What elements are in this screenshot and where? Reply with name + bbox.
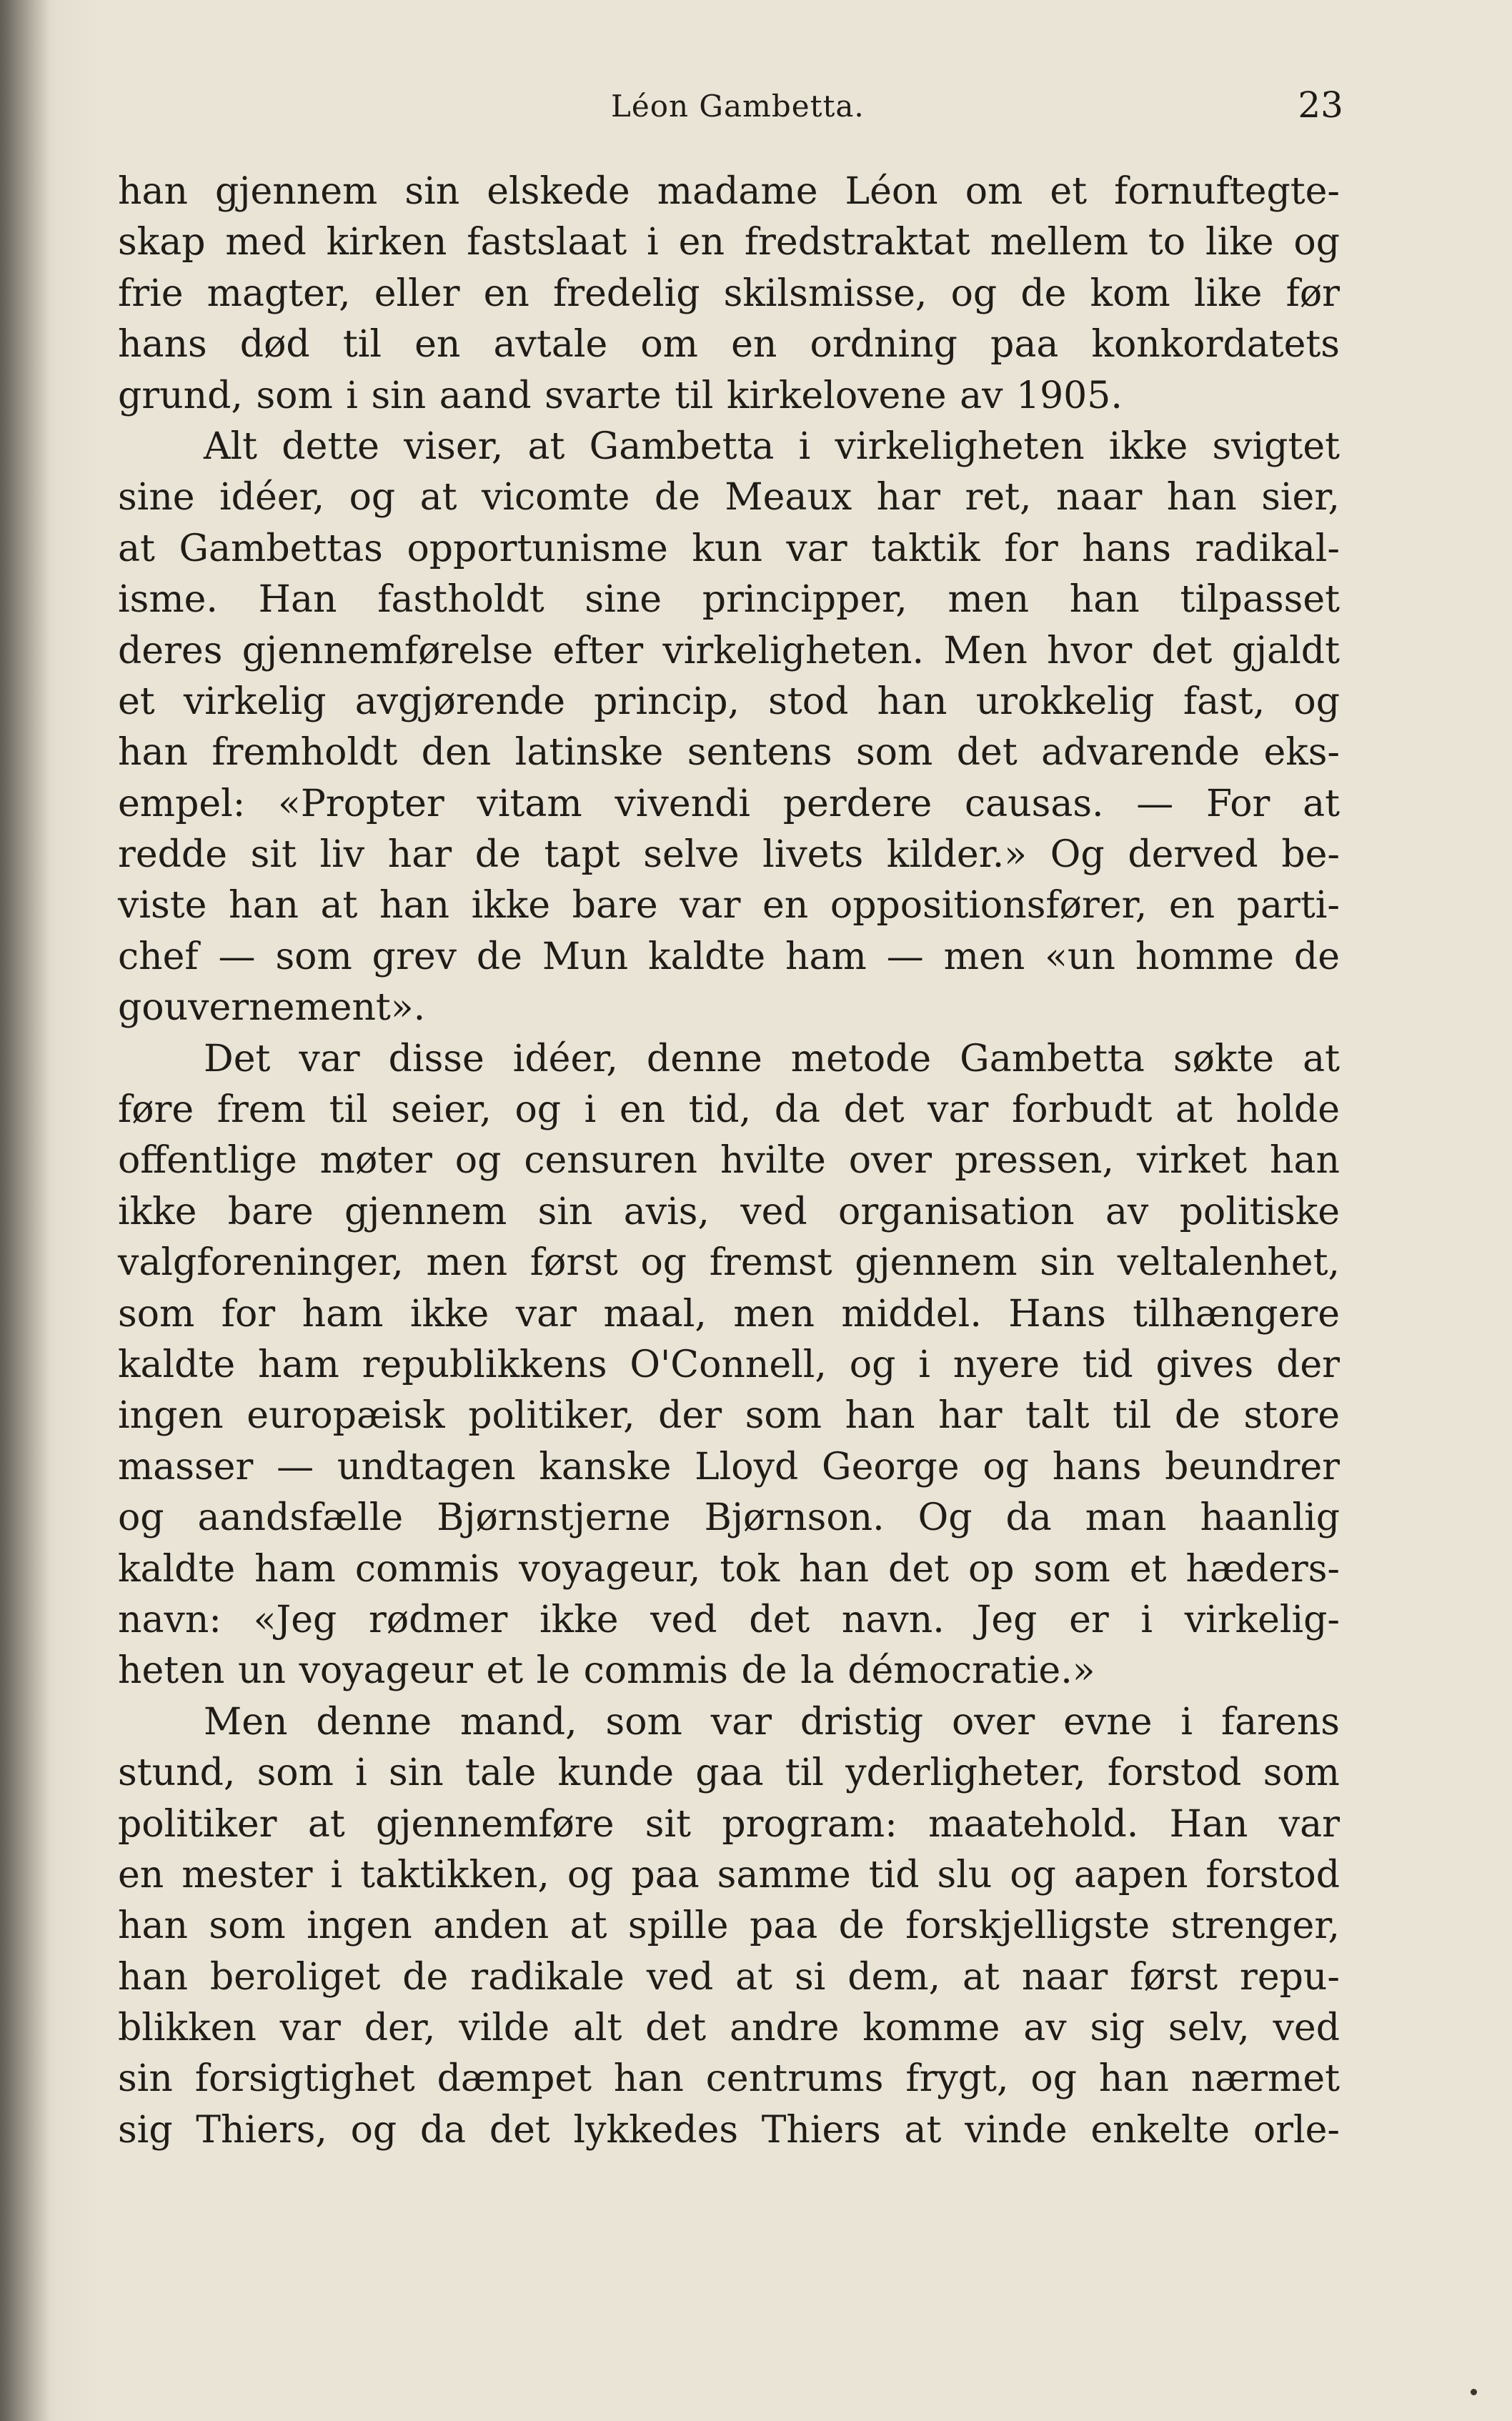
text-line: og aandsfælle Bjørnstjerne Bjørnson. Og da man haanlig (118, 1496, 1340, 1540)
body-text (118, 166, 1340, 2156)
binding-gutter (0, 0, 50, 2421)
text-line: Alt dette viser, at Gambetta i virkeligheten ikke svigtet (204, 424, 1340, 468)
text-line: en mester i taktikken, og paa samme tid slu og aapen forstod (118, 1853, 1340, 1896)
text-line: hans død til en avtale om en ordning paa konkordatets (118, 323, 1340, 367)
text-line: frie magter, eller en fredelig skilsmisse, og de kom like før (118, 272, 1340, 315)
running-head: Léon Gambetta. (611, 89, 865, 124)
text-line: chef — som grev de Mun kaldte ham — men «un homme de (118, 935, 1340, 978)
text-line: skap med kirken fastslaat i en fredstraktat mellem to like og (118, 221, 1340, 264)
text-line: ingen europæisk politiker, der som han har talt til de store (118, 1394, 1340, 1438)
text-line: sine idéer, og at vicomte de Meaux har ret, naar han sier, (118, 476, 1340, 520)
text-line: sin forsigtighet dæmpet han centrums frygt, og han nærmet (118, 2057, 1340, 2101)
text-line: blikken var der, vilde alt det andre komme av sig selv, ved (118, 2007, 1340, 2050)
text-line: kaldte ham commis voyageur, tok han det op som et hæders- (118, 1547, 1340, 1591)
text-line: kaldte ham republikkens O'Connell, og i nyere tid gives der (118, 1343, 1340, 1386)
text-line: han fremholdt den latinske sentens som det advarende eks- (118, 731, 1340, 775)
text-line: redde sit liv har de tapt selve livets kilder.» Og derved be- (118, 833, 1340, 877)
text-line: gouvernement». (118, 986, 426, 1030)
text-line: heten un voyageur et le commis de la démocratie.» (118, 1649, 1095, 1693)
text-line: valgforeninger, men først og fremst gjennem sin veltalenhet, (118, 1241, 1340, 1285)
text-line: deres gjennemførelse efter virkeligheten. Men hvor det gjaldt (118, 629, 1340, 672)
text-line: grund, som i sin aand svarte til kirkelovene av 1905. (118, 374, 1123, 417)
text-line: sig Thiers, og da det lykkedes Thiers at vinde enkelte orle- (118, 2108, 1340, 2152)
text-line: som for ham ikke var maal, men middel. Hans tilhængere (118, 1292, 1340, 1336)
text-line: et virkelig avgjørende princip, stod han urokkelig fast, og (118, 680, 1340, 723)
text-line: navn: «Jeg rødmer ikke ved det navn. Jeg er i virkelig- (118, 1598, 1340, 1641)
ink-speck (1471, 2389, 1477, 2395)
text-line: at Gambettas opportunisme kun var taktik for hans radikal- (118, 527, 1340, 570)
text-line: han gjennem sin elskede madame Léon om et fornuftegte- (118, 170, 1340, 213)
text-line: stund, som i sin tale kunde gaa til yderligheter, forstod som (118, 1751, 1340, 1795)
page-header (114, 84, 1343, 127)
text-line: han beroliget de radikale ved at si dem, at naar først repu- (118, 1955, 1340, 1999)
text-line: offentlige møter og censuren hvilte over pressen, virket han (118, 1139, 1340, 1183)
text-line: isme. Han fastholdt sine principper, men han tilpasset (118, 578, 1340, 622)
text-line: Det var disse idéer, denne metode Gambetta søkte at (204, 1037, 1340, 1080)
text-line: Men denne mand, som var dristig over evne i farens (204, 1700, 1340, 1744)
text-line: ikke bare gjennem sin avis, ved organisation av politiske (118, 1190, 1340, 1233)
text-line: viste han at han ikke bare var en oppositionsfører, en parti- (118, 884, 1340, 928)
text-line: han som ingen anden at spille paa de forskjelligste strenger, (118, 1904, 1340, 1948)
text-line: empel: «Propter vitam vivendi perdere causas. — For at (118, 782, 1340, 825)
text-line: politiker at gjennemføre sit program: maatehold. Han var (118, 1802, 1340, 1846)
text-line: føre frem til seier, og i en tid, da det var forbudt at holde (118, 1088, 1340, 1132)
text-line: masser — undtagen kanske Lloyd George og hans beundrer (118, 1445, 1340, 1488)
page-number: 23 (1298, 84, 1343, 126)
